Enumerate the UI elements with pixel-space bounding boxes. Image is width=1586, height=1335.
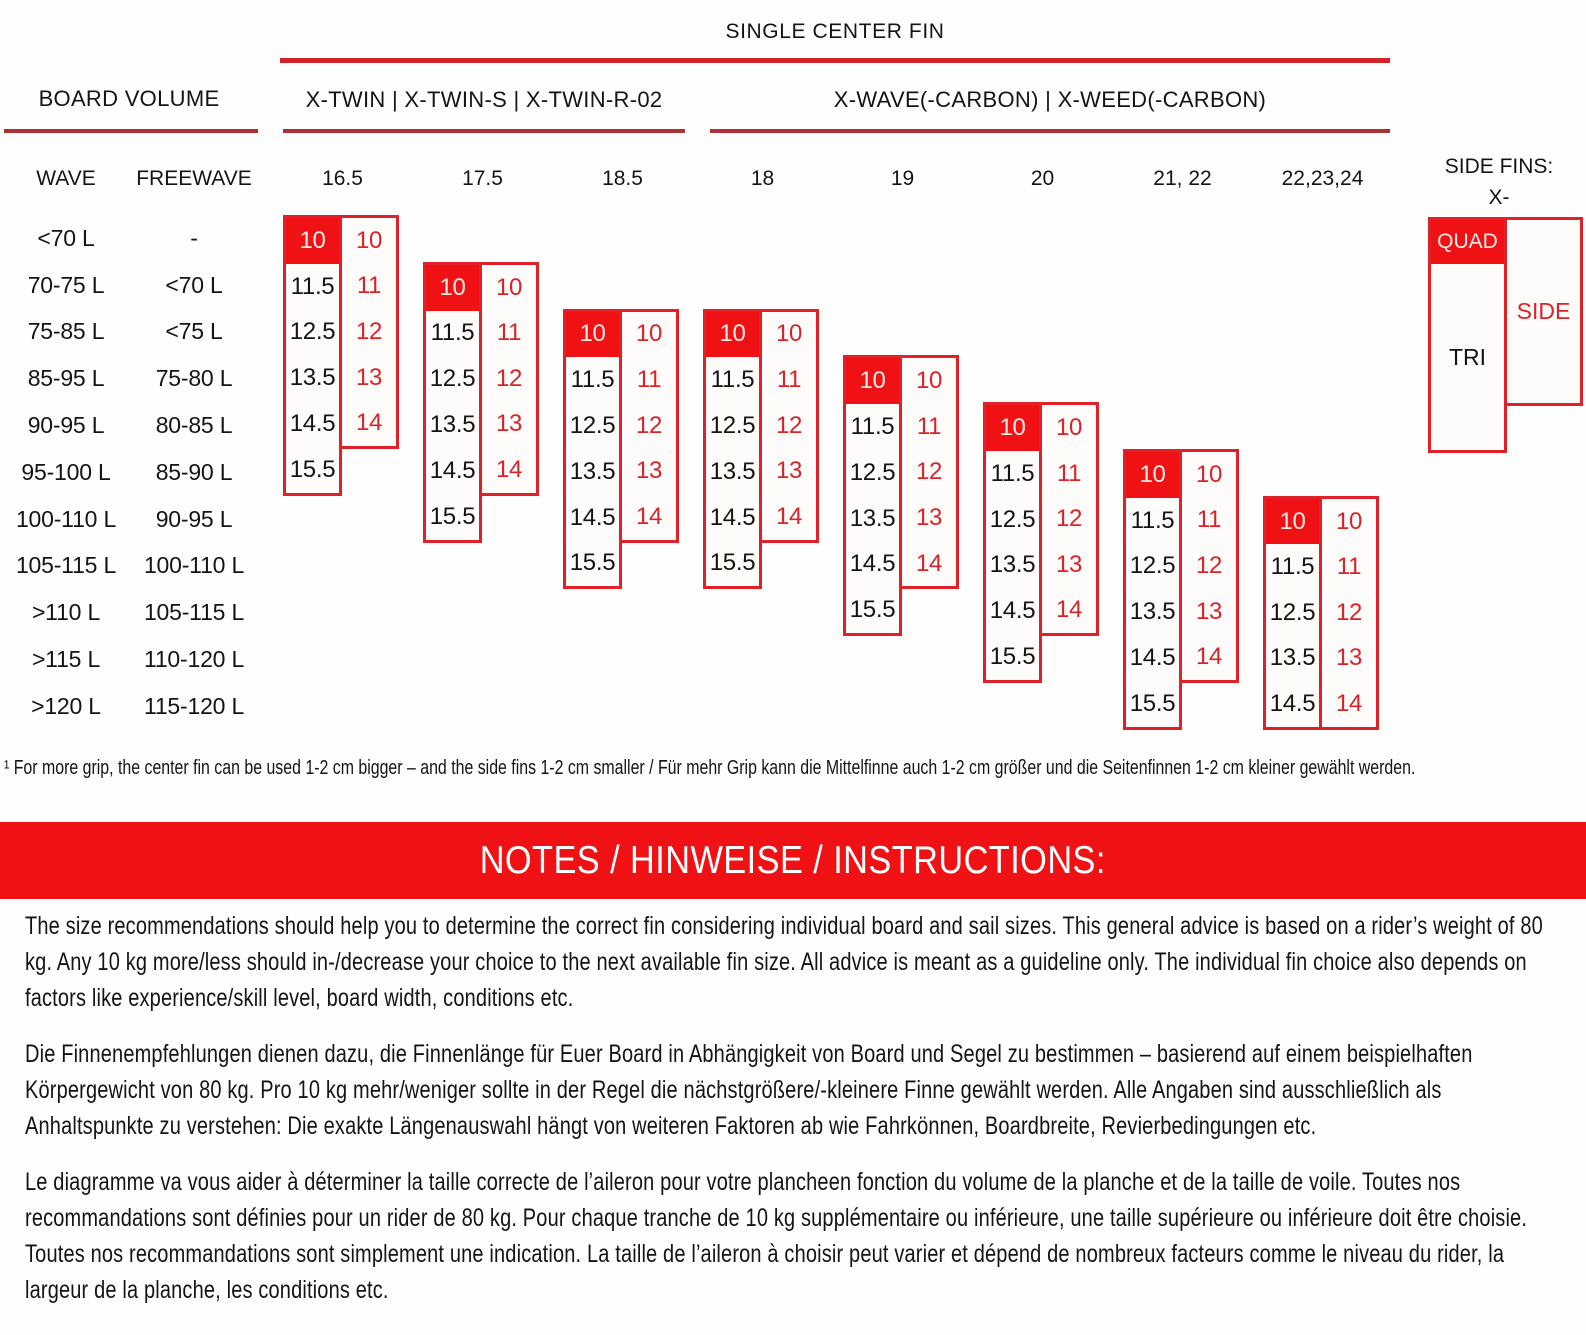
center-fin-size: 11.5 — [290, 272, 335, 300]
center-fin-size: 15.5 — [709, 549, 756, 577]
center-fin-size: 11.5 — [850, 413, 895, 441]
center-fin-size: 14.5 — [709, 503, 756, 531]
notes-paragraph-french: Le diagramme va vous aider à déterminer la taille correcte de l’aileron pour votre plancheen fonction du volume de la planche et de la taille de voile. Toutes nos recommandations sont définies pour un rider de 80 kg. Pour chaque tranche de 10 kg supplémentaire ou inférieure, une taille supérieure ou inférieure doit être choisie. Toutes nos recommandations sont simplement une indication. La taille de l’aileron à choisir peut varier et dépend de nombreux facteurs comme le niveau du rider, la largeur de la planche, les conditions etc. — [25, 1168, 1528, 1304]
side-fin-size: 10 — [355, 226, 383, 254]
center-fin-size-highlight: 10 — [706, 312, 759, 358]
wave-volume-label: 75-85 L — [27, 318, 105, 345]
side-fin-size: 12 — [495, 364, 523, 392]
center-fin-size: 14.5 — [1129, 644, 1176, 672]
center-fin-size: 11.5 — [1130, 506, 1175, 534]
side-fin-size: 14 — [495, 455, 523, 483]
side-fin-size: 13 — [915, 503, 943, 531]
sail-size-label: 16.5 — [322, 167, 363, 190]
center-fin-size: 12.5 — [709, 412, 756, 440]
side-fin-size: 12 — [1195, 551, 1223, 579]
side-fin-size: 11 — [1056, 459, 1082, 487]
center-fin-size-highlight: 10 — [1266, 499, 1319, 545]
side-fin-size: 14 — [355, 409, 383, 437]
notes-paragraph-english: The size recommendations should help you to determine the correct fin considering individual board and sail sizes. This general advice is based on a rider’s weight of 80 kg. Any 10 kg more/less should in-/decrease your choice to the next available fin size. All advice is meant as a guideline only. The individual fin choice also depends on factors like experience/skill level, board width, conditions etc. — [25, 912, 1543, 1012]
wave-volume-label: 90-95 L — [27, 412, 105, 439]
sail-size-label: 18 — [750, 167, 775, 190]
side-fin-size: 12 — [775, 411, 803, 439]
center-fin-size: 14.5 — [989, 597, 1036, 625]
center-fin-column — [703, 309, 762, 590]
center-fin-size-highlight: 10 — [846, 358, 899, 404]
side-fin-column — [1319, 496, 1379, 730]
group-header-xwave: X-WAVE(-CARBON) | X-WEED(-CARBON) — [833, 87, 1267, 112]
side-fin-size: 11 — [776, 365, 802, 393]
side-fin-size: 11 — [496, 319, 522, 347]
center-fin-size-highlight: 10 — [426, 265, 479, 311]
side-fin-size: 11 — [636, 365, 662, 393]
freewave-volume-label: 75-80 L — [155, 365, 233, 392]
wave-volume-label: <70 L — [37, 224, 95, 251]
center-fin-size: 15.5 — [989, 643, 1036, 671]
center-fin-size-highlight: 10 — [1126, 452, 1179, 498]
center-fin-size: 13.5 — [569, 457, 616, 485]
side-fin-column — [899, 355, 959, 589]
side-fin-size: 11 — [1336, 553, 1362, 581]
center-fin-size: 11.5 — [710, 366, 755, 394]
center-fin-size: 11.5 — [430, 319, 475, 347]
freewave-volume-label: 110-120 L — [143, 646, 245, 673]
wave-volume-label: 85-95 L — [27, 365, 105, 392]
sail-size-label: 18.5 — [602, 167, 643, 190]
side-fin-size: 11 — [356, 272, 382, 300]
center-fin-column — [283, 215, 342, 496]
top-rule — [280, 58, 1390, 63]
side-fin-size: 13 — [1195, 597, 1223, 625]
freewave-volume-label: 85-90 L — [155, 458, 233, 485]
side-fin-size: 14 — [775, 502, 803, 530]
center-fin-column — [843, 355, 902, 636]
center-fin-size: 12.5 — [989, 505, 1036, 533]
side-fin-size: 10 — [915, 367, 943, 395]
center-fin-size: 12.5 — [849, 458, 896, 486]
side-fin-size: 12 — [635, 411, 663, 439]
center-fin-size: 15.5 — [849, 596, 896, 624]
center-fin-column — [1123, 449, 1182, 730]
side-fin-size: 10 — [635, 320, 663, 348]
column-header-wave: WAVE — [36, 167, 96, 190]
side-fin-column — [759, 309, 819, 543]
center-fin-size-highlight: 10 — [986, 405, 1039, 451]
side-fin-size: 10 — [775, 320, 803, 348]
side-fin-size: 10 — [1335, 507, 1363, 535]
wave-volume-label: 100-110 L — [15, 505, 117, 532]
center-fin-size: 11.5 — [990, 459, 1035, 487]
side-fin-size: 13 — [355, 363, 383, 391]
center-fin-size: 13.5 — [709, 457, 756, 485]
side-fin-size: 14 — [1335, 689, 1363, 717]
center-fin-size: 11.5 — [1270, 553, 1315, 581]
side-fin-size: 13 — [1335, 644, 1363, 672]
center-fin-size: 13.5 — [849, 504, 896, 532]
center-fin-size: 12.5 — [569, 412, 616, 440]
center-fin-size: 13.5 — [989, 551, 1036, 579]
center-fin-size-highlight: 10 — [286, 218, 339, 264]
center-fin-size: 13.5 — [1269, 644, 1316, 672]
notes-paragraph-german: Die Finnenempfehlungen dienen dazu, die Finnenlänge für Euer Board in Abhängigkeit von Board und Segel zu bestimmen – basierend auf einem beispielhaften Körpergewicht von 80 kg. Pro 10 kg mehr/weniger sollte in der Regel die nächstgrößere/-kleinere Finne gewählt werden. Alle Angaben sind ausschließlich als Anhaltspunkte zu verstehen: Die exakte Längenauswahl hängt von weiteren Faktoren ab wie Fahrkönnen, Boardbreite, Revierbedingungen etc. — [25, 1040, 1473, 1140]
side-fin-size: 13 — [775, 457, 803, 485]
side-fin-size: 12 — [1055, 505, 1083, 533]
center-fin-size: 15.5 — [1129, 689, 1176, 717]
wave-volume-label: 105-115 L — [15, 552, 117, 579]
freewave-volume-label: 105-115 L — [143, 599, 245, 626]
sail-size-label: 22,23,24 — [1281, 167, 1364, 190]
side-fins-legend-title: SIDE FINS: — [1444, 155, 1554, 178]
board-volume-header: BOARD VOLUME — [38, 86, 220, 111]
side-fin-size: 11 — [916, 412, 942, 440]
side-fin-size: 14 — [635, 502, 663, 530]
center-fin-column — [1263, 496, 1322, 730]
center-fin-size: 11.5 — [570, 366, 615, 394]
freewave-volume-label: <70 L — [165, 271, 223, 298]
group-rule-xwave — [710, 129, 1390, 133]
group-rule-xtwin — [283, 129, 685, 133]
freewave-volume-label: <75 L — [165, 318, 223, 345]
side-fin-size: 12 — [1335, 598, 1363, 626]
center-fin-size: 13.5 — [429, 411, 476, 439]
side-fin-column — [339, 215, 399, 449]
center-fin-size: 12.5 — [289, 318, 336, 346]
column-header-freewave: FREEWAVE — [136, 167, 252, 190]
side-fin-size: 12 — [915, 458, 943, 486]
freewave-volume-label: 80-85 L — [155, 412, 233, 439]
center-fin-size: 12.5 — [429, 365, 476, 393]
side-legend-label: SIDE — [1516, 298, 1571, 324]
tri-legend-label: TRI — [1448, 343, 1487, 370]
center-fin-size-highlight: 10 — [566, 312, 619, 358]
center-fin-size: 14.5 — [429, 456, 476, 484]
notes-banner — [0, 822, 1586, 899]
side-fin-size: 13 — [1055, 550, 1083, 578]
quad-tri-legend-box — [1428, 217, 1507, 453]
side-fin-size: 14 — [915, 549, 943, 577]
freewave-volume-label: 100-110 L — [143, 552, 245, 579]
side-fin-size: 10 — [1195, 460, 1223, 488]
center-fin-column — [423, 262, 482, 543]
side-legend-box — [1504, 217, 1583, 406]
center-fin-column — [983, 402, 1042, 683]
center-fin-size: 15.5 — [569, 549, 616, 577]
side-fin-column — [479, 262, 539, 496]
wave-volume-label: >120 L — [31, 692, 101, 719]
side-fin-size: 13 — [635, 457, 663, 485]
footnote — [4, 757, 1542, 780]
center-fin-size: 14.5 — [1269, 689, 1316, 717]
sail-size-label: 20 — [1030, 167, 1055, 190]
chart-title: SINGLE CENTER FIN — [725, 20, 945, 43]
side-fin-size: 14 — [1055, 596, 1083, 624]
side-fin-size: 10 — [1055, 413, 1083, 441]
sail-size-label: 21, 22 — [1153, 167, 1212, 190]
side-fin-column — [1039, 402, 1099, 636]
footnote-text: ¹ For more grip, the center fin can be used 1-2 cm bigger – and the side fins 1-2 cm smaller / Für mehr Grip kann die Mittelfinne auch 1-2 cm größer und die Seitenfinnen 1-2 cm kleiner gewählt werden. — [4, 757, 1416, 779]
side-fin-column — [619, 309, 679, 543]
wave-volume-label: >115 L — [31, 646, 101, 673]
board-volume-rule — [4, 129, 258, 133]
wave-volume-label: >110 L — [31, 599, 101, 626]
wave-volume-label: 95-100 L — [21, 458, 111, 485]
center-fin-size: 15.5 — [429, 502, 476, 530]
side-fins-legend-prefix: X- — [1488, 186, 1510, 209]
sail-size-label: 19 — [890, 167, 915, 190]
side-fin-size: 12 — [355, 317, 383, 345]
center-fin-size: 14.5 — [289, 410, 336, 438]
notes-banner-text: NOTES / HINWEISE / INSTRUCTIONS: — [479, 838, 1107, 882]
freewave-volume-label: - — [190, 224, 198, 251]
quad-legend-label: QUAD — [1431, 220, 1504, 264]
sail-size-label: 17.5 — [462, 167, 503, 190]
center-fin-size: 13.5 — [289, 364, 336, 392]
center-fin-size: 14.5 — [569, 503, 616, 531]
side-fin-column — [1179, 449, 1239, 683]
freewave-volume-label: 115-120 L — [143, 692, 245, 719]
side-fin-size: 13 — [495, 410, 523, 438]
center-fin-size: 15.5 — [289, 455, 336, 483]
side-fin-size: 10 — [495, 273, 523, 301]
center-fin-size: 14.5 — [849, 550, 896, 578]
center-fin-size: 12.5 — [1129, 552, 1176, 580]
group-header-xtwin: X-TWIN | X-TWIN-S | X-TWIN-R-02 — [305, 87, 663, 112]
center-fin-size: 13.5 — [1129, 598, 1176, 626]
side-fin-size: 11 — [1196, 506, 1222, 534]
freewave-volume-label: 90-95 L — [155, 505, 233, 532]
center-fin-size: 12.5 — [1269, 598, 1316, 626]
center-fin-column — [563, 309, 622, 590]
side-fin-size: 14 — [1195, 643, 1223, 671]
wave-volume-label: 70-75 L — [27, 271, 105, 298]
